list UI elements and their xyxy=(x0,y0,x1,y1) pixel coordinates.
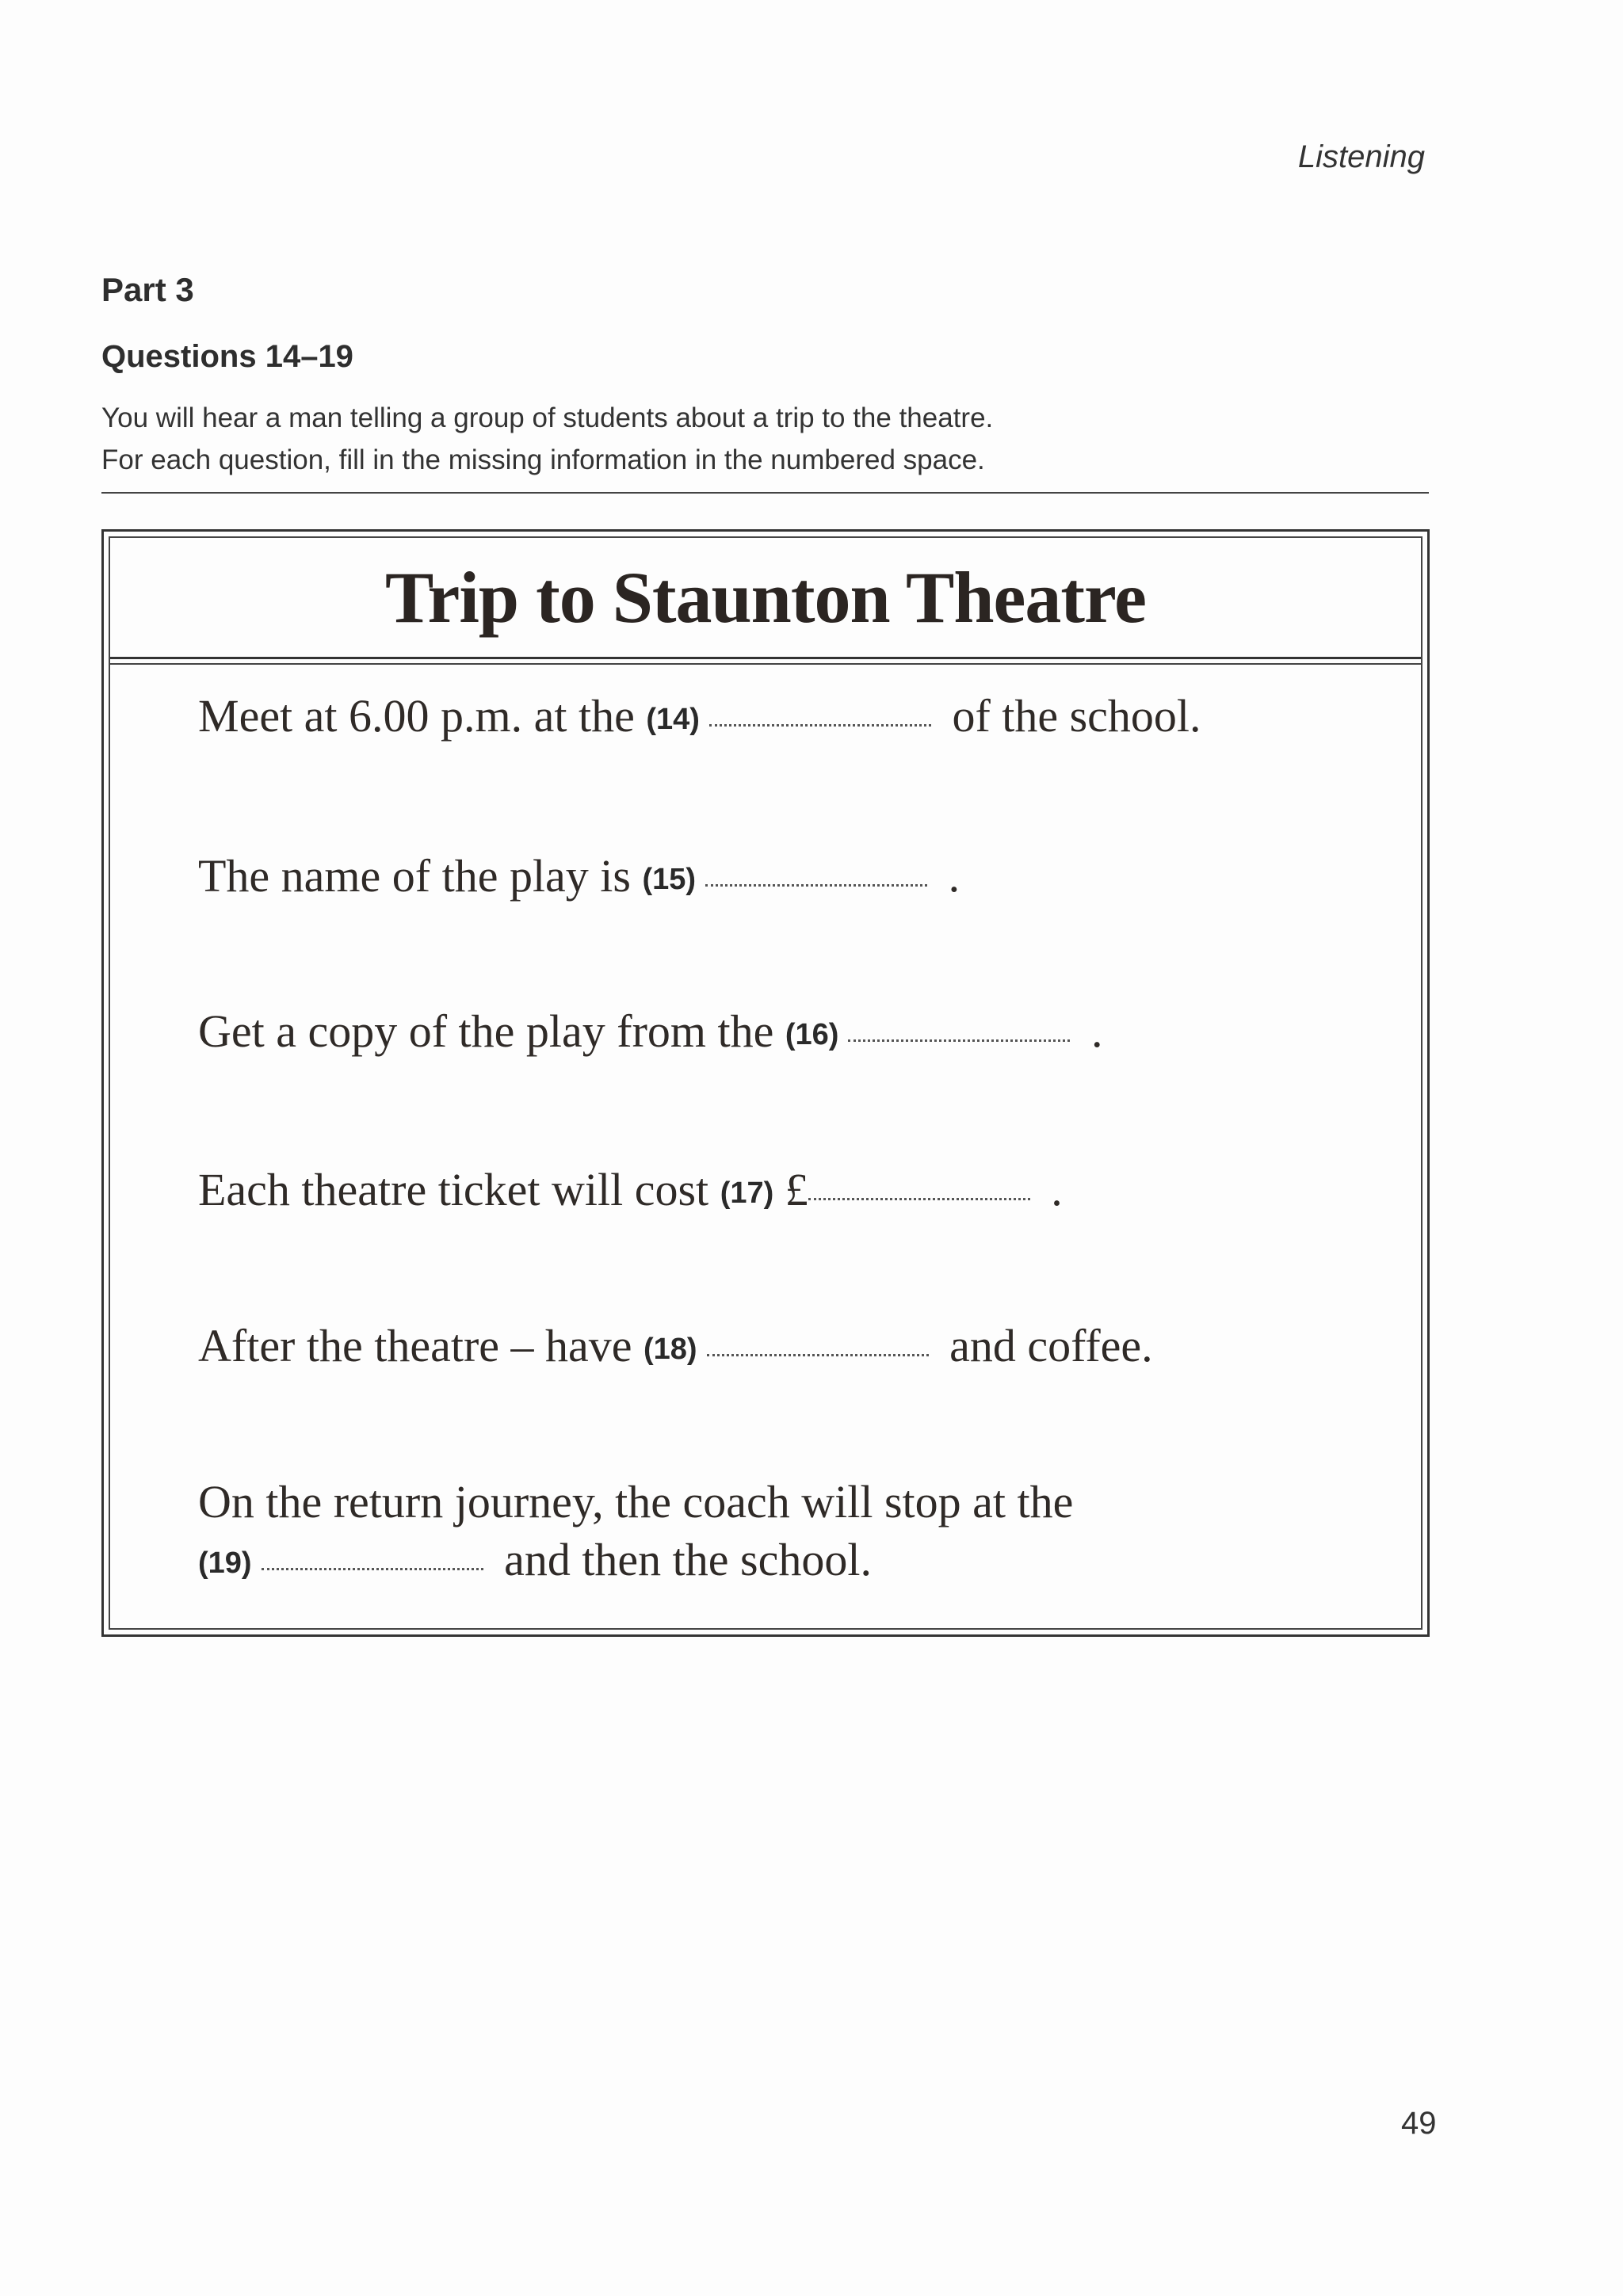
currency-symbol: £ xyxy=(785,1164,808,1215)
page-number: 49 xyxy=(1401,2106,1437,2141)
question-18-text-after: and coffee. xyxy=(938,1320,1153,1371)
answer-blank-19[interactable] xyxy=(262,1568,483,1570)
question-17 xyxy=(198,1163,1063,1216)
question-14-text-after: of the school. xyxy=(940,690,1201,742)
question-19-line-1: On the return journey, the coach will stop at the xyxy=(198,1476,1074,1527)
box-title: Trip to Staunton Theatre xyxy=(384,557,1146,638)
divider xyxy=(101,492,1429,494)
answer-blank-17[interactable] xyxy=(808,1198,1030,1200)
question-15-text-after: . xyxy=(937,850,960,902)
question-16-number: (16) xyxy=(785,1018,839,1051)
instruction-line-1: You will hear a man telling a group of students about a trip to the theatre. xyxy=(101,402,994,433)
question-15-number: (15) xyxy=(642,863,697,896)
question-14 xyxy=(198,689,1201,742)
question-19-number: (19) xyxy=(198,1547,252,1580)
question-18 xyxy=(198,1319,1153,1372)
question-16-text-before: Get a copy of the play from the xyxy=(198,1005,785,1057)
question-17-text-before: Each theatre ticket will cost xyxy=(198,1164,720,1215)
question-17-number: (17) xyxy=(720,1177,774,1210)
question-18-text-before: After the theatre – have xyxy=(198,1320,643,1371)
question-15 xyxy=(198,849,960,902)
questions-label: Questions 14–19 xyxy=(101,339,353,374)
question-14-number: (14) xyxy=(646,703,700,736)
question-19-line-2 xyxy=(198,1533,872,1586)
question-16-text-after: . xyxy=(1079,1005,1103,1057)
question-17-text-after: . xyxy=(1039,1164,1063,1215)
question-18-number: (18) xyxy=(643,1333,697,1366)
answer-blank-16[interactable] xyxy=(848,1039,1070,1042)
question-19-text-after: and then the school. xyxy=(492,1534,872,1585)
question-16 xyxy=(198,1005,1102,1058)
answer-blank-14[interactable] xyxy=(709,724,931,727)
question-14-text-before: Meet at 6.00 p.m. at the xyxy=(198,690,647,742)
question-15-text-before: The name of the play is xyxy=(198,850,643,902)
part-title: Part 3 xyxy=(101,271,194,308)
instruction-line-2: For each question, fill in the missing information in the numbered space. xyxy=(101,444,985,475)
answer-blank-18[interactable] xyxy=(707,1354,929,1356)
running-head: Listening xyxy=(1297,139,1425,174)
answer-blank-15[interactable] xyxy=(705,884,927,887)
title-band xyxy=(110,538,1421,659)
